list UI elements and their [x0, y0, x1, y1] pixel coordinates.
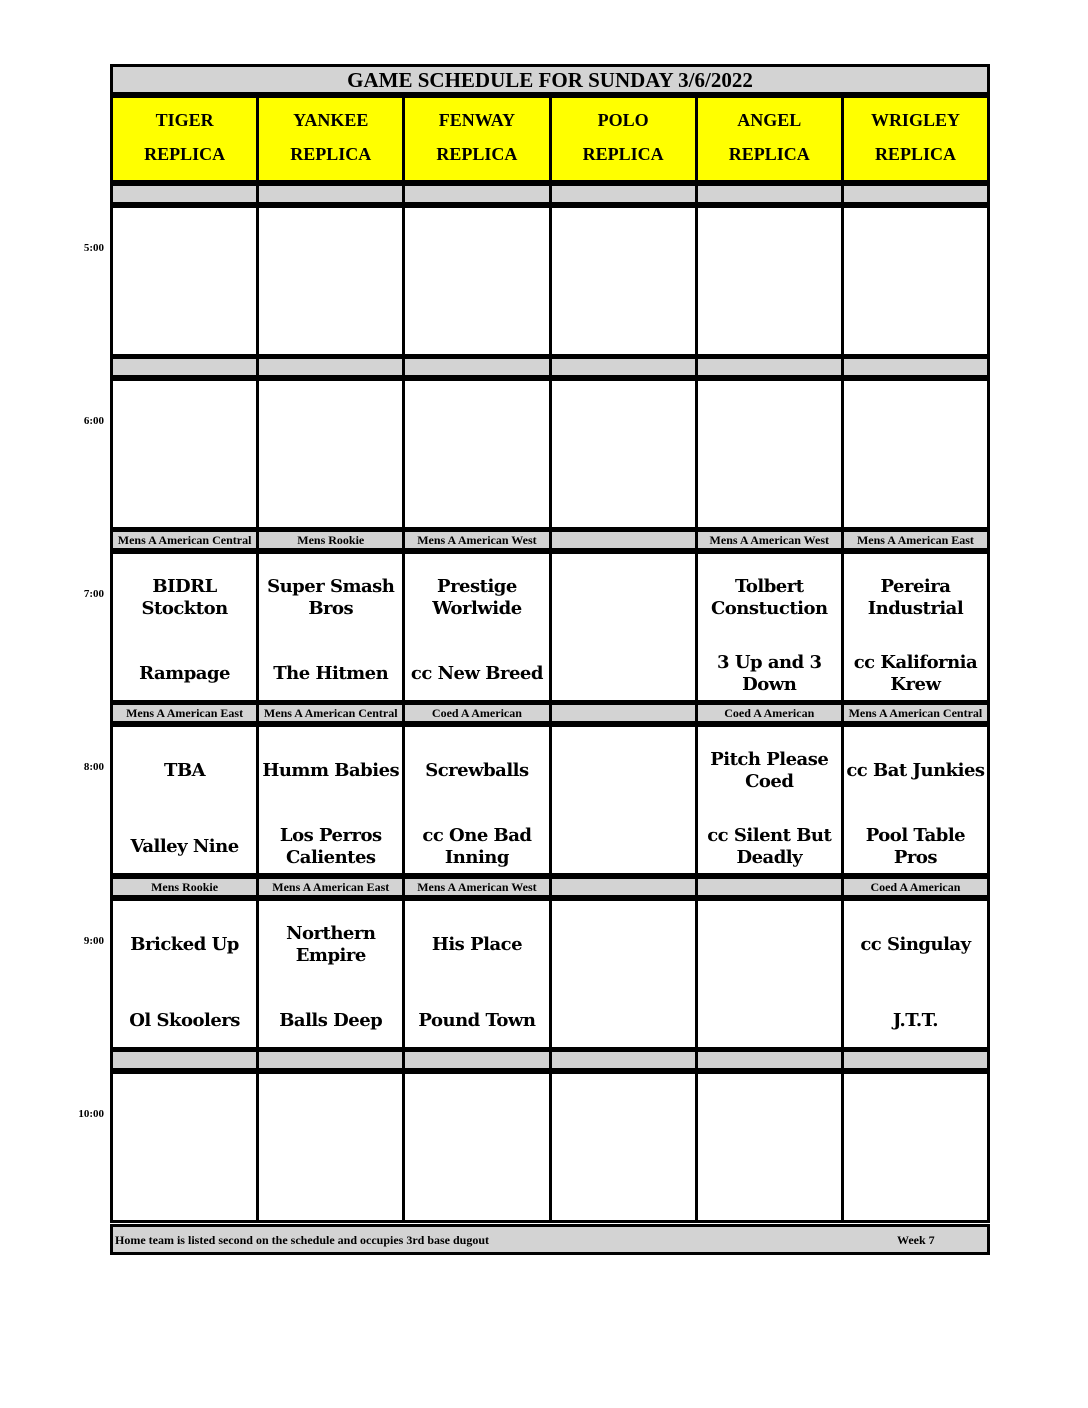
- game-cell: [698, 205, 844, 357]
- home-team: [405, 1171, 548, 1217]
- footer-bar: [110, 1224, 990, 1255]
- game-cell: [405, 1071, 551, 1223]
- visiting-team: cc Singulay: [860, 934, 971, 955]
- game-cell: [259, 378, 405, 530]
- slot-row: [110, 378, 990, 530]
- visiting-team: TBA: [164, 760, 206, 781]
- visiting-team: [405, 1095, 548, 1141]
- game-cell: [552, 205, 698, 357]
- home-team: Los Perros Calientes: [279, 825, 382, 868]
- division-label: [844, 356, 990, 378]
- game-cell: [259, 205, 405, 357]
- visiting-team: [844, 1095, 987, 1141]
- division-row: [110, 183, 990, 205]
- home-team: cc One Bad Inning: [422, 825, 532, 868]
- game-cell: [110, 551, 259, 703]
- home-team: [844, 478, 987, 524]
- visiting-team: [113, 402, 256, 448]
- division-label: [552, 183, 698, 205]
- division-row: [110, 356, 990, 378]
- division-label: Mens Rookie: [259, 529, 405, 551]
- game-cell: [698, 898, 844, 1050]
- field-header: TIGER REPLICA: [110, 95, 259, 183]
- home-team: [552, 1171, 695, 1217]
- slot-row: [110, 1071, 990, 1223]
- game-cell: [405, 724, 551, 876]
- field-header: WRIGLEY REPLICA: [841, 95, 990, 183]
- division-label: [405, 1049, 551, 1071]
- division-label: [259, 183, 405, 205]
- home-team: Rampage: [139, 663, 231, 684]
- game-cell: [698, 551, 844, 703]
- field-header: FENWAY REPLICA: [402, 95, 551, 183]
- home-team-note: Home team is listed second on the schedule and occupies 3rd base dugout: [115, 1233, 490, 1247]
- visiting-team: [552, 922, 695, 968]
- home-team: [259, 305, 402, 351]
- home-team: [113, 478, 256, 524]
- home-team: [698, 998, 841, 1044]
- visiting-team: [698, 922, 841, 968]
- field-header-row: [110, 95, 990, 183]
- division-row: [110, 876, 990, 898]
- visiting-team: [259, 1095, 402, 1141]
- game-cell: [844, 205, 990, 357]
- visiting-team: [698, 1095, 841, 1141]
- visiting-team: Screwballs: [425, 760, 529, 781]
- visiting-team: BIDRL Stockton: [141, 576, 228, 619]
- field-header: POLO REPLICA: [549, 95, 698, 183]
- division-label: Mens A American East: [110, 702, 259, 724]
- home-team: [698, 478, 841, 524]
- game-cell: [405, 551, 551, 703]
- game-cell: [844, 898, 990, 1050]
- division-row: [110, 1049, 990, 1071]
- home-team: [698, 1171, 841, 1217]
- slot-row: [110, 724, 990, 876]
- division-label: Mens A American Central: [844, 702, 990, 724]
- home-team: [552, 651, 695, 697]
- visiting-team: cc Bat Junkies: [846, 760, 985, 781]
- home-team: [113, 1171, 256, 1217]
- week-label: Week 7: [897, 1233, 935, 1247]
- visiting-team: Humm Babies: [262, 760, 400, 781]
- home-team: [405, 478, 548, 524]
- time-label: 7:00: [83, 588, 104, 600]
- home-team: [552, 478, 695, 524]
- visiting-team: [844, 229, 987, 275]
- visiting-team: [552, 575, 695, 621]
- home-team: [552, 305, 695, 351]
- visiting-team: [113, 1095, 256, 1141]
- visiting-team: [552, 402, 695, 448]
- visiting-team: [698, 229, 841, 275]
- visiting-team: [552, 748, 695, 794]
- division-label: [552, 876, 698, 898]
- game-cell: [552, 724, 698, 876]
- slot-row: [110, 551, 990, 703]
- division-label: [698, 183, 844, 205]
- game-cell: [405, 205, 551, 357]
- division-label: [110, 183, 259, 205]
- visiting-team: [113, 229, 256, 275]
- visiting-team: [259, 402, 402, 448]
- division-label: Mens A American East: [844, 529, 990, 551]
- division-row: [110, 702, 990, 724]
- game-cell: [259, 898, 405, 1050]
- division-label: [844, 183, 990, 205]
- visiting-team: [698, 402, 841, 448]
- visiting-team: [259, 229, 402, 275]
- home-team: Pound Town: [418, 1010, 536, 1031]
- visiting-team: [844, 402, 987, 448]
- home-team: 3 Up and 3 Down: [717, 652, 822, 695]
- division-label: Mens A American East: [259, 876, 405, 898]
- game-cell: [405, 378, 551, 530]
- game-cell: [259, 1071, 405, 1223]
- game-cell: [259, 724, 405, 876]
- division-label: Mens A American Central: [259, 702, 405, 724]
- division-label: [844, 1049, 990, 1071]
- game-cell: [698, 1071, 844, 1223]
- home-team: Valley Nine: [130, 836, 239, 857]
- home-team: [113, 305, 256, 351]
- division-label: [405, 356, 551, 378]
- game-cell: [405, 898, 551, 1050]
- home-team: [552, 998, 695, 1044]
- time-label: 10:00: [78, 1108, 104, 1120]
- division-label: [405, 183, 551, 205]
- division-label: [552, 702, 698, 724]
- page-title: GAME SCHEDULE FOR SUNDAY 3/6/2022: [110, 64, 990, 95]
- game-cell: [552, 378, 698, 530]
- visiting-team: Super Smash Bros: [267, 576, 395, 619]
- field-header: ANGEL REPLICA: [695, 95, 844, 183]
- division-label: [110, 356, 259, 378]
- time-label: 8:00: [83, 761, 104, 773]
- home-team: [259, 478, 402, 524]
- home-team: [698, 305, 841, 351]
- slot-row: [110, 898, 990, 1050]
- home-team: [405, 305, 548, 351]
- division-row: [110, 529, 990, 551]
- game-cell: [552, 551, 698, 703]
- visiting-team: Pitch Please Coed: [710, 749, 829, 792]
- time-label: 9:00: [83, 935, 104, 947]
- game-cell: [259, 551, 405, 703]
- visiting-team: Prestige Worlwide: [432, 576, 522, 619]
- home-team: Balls Deep: [279, 1010, 383, 1031]
- game-cell: [698, 378, 844, 530]
- time-label: 6:00: [83, 415, 104, 427]
- home-team: [844, 305, 987, 351]
- visiting-team: Tolbert Constuction: [710, 576, 828, 619]
- division-label: Coed A American: [844, 876, 990, 898]
- home-team: Ol Skoolers: [129, 1010, 240, 1031]
- division-label: [259, 1049, 405, 1071]
- game-cell: [110, 1071, 259, 1223]
- game-cell: [552, 898, 698, 1050]
- division-label: Mens Rookie: [110, 876, 259, 898]
- home-team: Pool Table Pros: [865, 825, 966, 868]
- division-label: Mens A American West: [405, 529, 551, 551]
- game-cell: [552, 1071, 698, 1223]
- division-label: [552, 529, 698, 551]
- division-label: Coed A American: [698, 702, 844, 724]
- field-header: YANKEE REPLICA: [256, 95, 405, 183]
- home-team: cc New Breed: [410, 663, 543, 684]
- visiting-team: Pereira Industrial: [867, 576, 964, 619]
- division-label: Mens A American West: [698, 529, 844, 551]
- game-cell: [844, 551, 990, 703]
- visiting-team: [552, 1095, 695, 1141]
- visiting-team: Bricked Up: [130, 934, 239, 955]
- home-team: The Hitmen: [273, 663, 389, 684]
- division-label: Coed A American: [405, 702, 551, 724]
- home-team: [844, 1171, 987, 1217]
- division-label: Mens A American Central: [110, 529, 259, 551]
- game-cell: [844, 724, 990, 876]
- division-label: [698, 356, 844, 378]
- division-label: [259, 356, 405, 378]
- home-team: [259, 1171, 402, 1217]
- game-cell: [110, 378, 259, 530]
- game-cell: [844, 1071, 990, 1223]
- division-label: [110, 1049, 259, 1071]
- division-label: [552, 356, 698, 378]
- slot-row: [110, 205, 990, 357]
- game-cell: [110, 205, 259, 357]
- visiting-team: [405, 402, 548, 448]
- division-label: Mens A American West: [405, 876, 551, 898]
- game-cell: [844, 378, 990, 530]
- visiting-team: [552, 229, 695, 275]
- game-cell: [698, 724, 844, 876]
- home-team: J.T.T.: [892, 1010, 938, 1031]
- game-cell: [110, 898, 259, 1050]
- visiting-team: His Place: [431, 934, 523, 955]
- game-cell: [110, 724, 259, 876]
- home-team: [552, 824, 695, 870]
- division-label: [552, 1049, 698, 1071]
- division-label: [698, 876, 844, 898]
- home-team: cc Kalifornia Krew: [853, 652, 978, 695]
- home-team: cc Silent But Deadly: [707, 825, 832, 868]
- visiting-team: [405, 229, 548, 275]
- division-label: [698, 1049, 844, 1071]
- visiting-team: Northern Empire: [286, 923, 376, 966]
- time-label: 5:00: [83, 242, 104, 254]
